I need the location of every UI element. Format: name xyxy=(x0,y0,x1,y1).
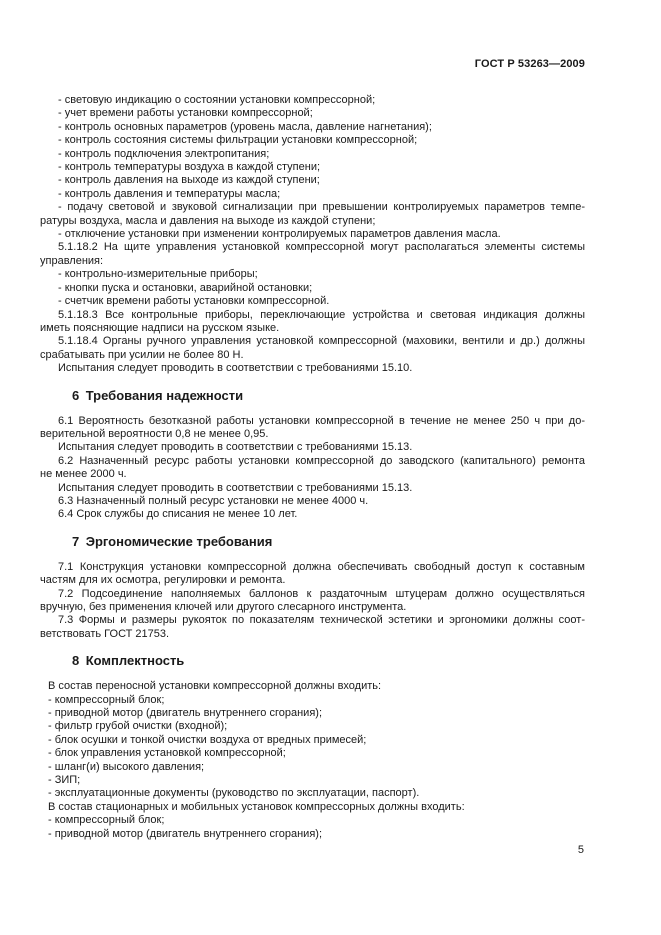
text-line: - ЗИП; xyxy=(48,774,81,787)
document-body xyxy=(40,94,585,841)
text-line: Испытания следует проводить в соответствии с требованиями 15.13. xyxy=(58,481,413,494)
text-line: - шланг(и) высокого давления; xyxy=(48,760,205,773)
list-item xyxy=(40,268,585,281)
text-line: - фильтр грубой очистки (входной); xyxy=(48,720,228,733)
list-item xyxy=(40,188,585,201)
text-line: 6.3 Назначенный полный ресурс установки не менее 4000 ч. xyxy=(58,494,369,507)
list-item xyxy=(40,134,585,147)
list-item xyxy=(40,295,585,308)
text-line: 5.1.18.2 На щите управления установкой компрессорной могут располагаться элементы системы xyxy=(58,241,585,254)
text-line: Испытания следует проводить в соответствии с требованиями 15.10. xyxy=(58,362,413,375)
text-line: Испытания следует проводить в соответствии с требованиями 15.13. xyxy=(58,441,413,454)
list-intro xyxy=(40,680,585,693)
text-line: 7.3 Формы и размеры рукояток по показателям технической эстетики и эргономики должны соот- xyxy=(58,614,585,627)
text-line: ветствовать ГОСТ 21753. xyxy=(40,627,170,640)
paragraph xyxy=(40,561,585,588)
section-heading xyxy=(40,653,585,669)
text-line: 7.2 Подсоединение наполняемых баллонов к раздаточным штуцерам должно осуществляться xyxy=(58,587,585,600)
text-line: вручную, без применения ключей или другого слесарного инструмента. xyxy=(40,601,407,613)
paragraph xyxy=(40,309,585,336)
text-line: - эксплуатационные документы (руководство по эксплуатации, паспорт). xyxy=(48,787,420,800)
list-item xyxy=(40,774,585,787)
text-line: 8 Комплектность xyxy=(72,653,185,669)
text-line: - контроль подключения электропитания; xyxy=(58,147,270,160)
text-line: В состав стационарных и мобильных установок компрессорных должны входить: xyxy=(48,800,465,813)
text-line: - блок осушки и тонкой очистки воздуха от вредных примесей; xyxy=(48,733,367,746)
page-number: 5 xyxy=(577,844,584,856)
text-line: - отключение установки при изменении контролируемых параметров давления масла. xyxy=(58,228,501,241)
paragraph xyxy=(40,415,585,442)
list-item xyxy=(40,761,585,774)
paragraph xyxy=(40,241,585,268)
text-line: 6.2 Назначенный ресурс работы установки компрессорной до заводского (капитального) ремонта xyxy=(58,454,585,467)
text-line: 5.1.18.4 Органы ручного управления установкой компрессорной (маховики, вентили и др.) должны xyxy=(58,335,585,348)
text-line: не менее 2000 ч. xyxy=(40,468,127,481)
text-line: 6.1 Вероятность безотказной работы установки компрессорной в течение не менее 250 ч при до- xyxy=(58,414,585,427)
paragraph xyxy=(40,335,585,362)
paragraph xyxy=(40,455,585,482)
list-item xyxy=(40,734,585,747)
text-line: 7.1 Конструкция установки компрессорной должна обеспечивать свободный доступ к составным xyxy=(58,560,585,573)
paragraph xyxy=(40,362,585,375)
list-item xyxy=(40,828,585,841)
document-header-standard-number: ГОСТ Р 53263—2009 xyxy=(474,58,585,70)
text-line: - контроль состояния системы фильтрации установки компрессорной; xyxy=(58,134,418,147)
text-line: иметь поясняющие надписи на русском языке. xyxy=(40,321,280,334)
list-item xyxy=(40,201,585,228)
section-heading xyxy=(40,388,585,404)
list-intro xyxy=(40,801,585,814)
text-line: - световую индикацию о состоянии установки компрессорной; xyxy=(58,94,376,106)
list-item xyxy=(40,148,585,161)
text-line: - блок управления установкой компрессорной; xyxy=(48,747,286,760)
text-line: - счетчик времени работы установки компрессорной. xyxy=(58,295,330,308)
text-line: - контрольно-измерительные приборы; xyxy=(58,268,258,281)
paragraph xyxy=(40,495,585,508)
text-line: - контроль давления на выходе из каждой ступени; xyxy=(58,174,320,187)
list-item xyxy=(40,121,585,134)
paragraph xyxy=(40,588,585,615)
text-line: 6 Требования надежности xyxy=(72,387,244,403)
text-line: 6.4 Срок службы до списания не менее 10 лет. xyxy=(58,508,298,521)
text-line: срабатывать при усилии не более 80 Н. xyxy=(40,348,244,361)
paragraph xyxy=(40,482,585,495)
text-line: частям для их осмотра, регулировки и ремонта. xyxy=(40,574,286,587)
section-heading xyxy=(40,534,585,550)
text-line: - контроль температуры воздуха в каждой ступени; xyxy=(58,161,321,174)
text-line: - компрессорный блок; xyxy=(48,693,165,706)
text-line: - кнопки пуска и остановки, аварийной остановки; xyxy=(58,281,313,294)
list-item xyxy=(40,107,585,120)
text-line: - компрессорный блок; xyxy=(48,814,165,827)
text-line: - контроль давления и температуры масла; xyxy=(58,187,281,200)
text-line: В состав переносной установки компрессорной должны входить: xyxy=(48,680,382,693)
text-line: - подачу световой и звуковой сигнализации при превышении контролируемых параметров темпе- xyxy=(58,201,585,214)
text-line: - приводной мотор (двигатель внутреннего сгорания); xyxy=(48,827,323,840)
list-item xyxy=(40,174,585,187)
list-item xyxy=(40,720,585,733)
text-line: ратуры воздуха, масла и давления на выходе из каждой ступени; xyxy=(40,214,376,227)
list-item xyxy=(40,707,585,720)
list-item xyxy=(40,814,585,827)
list-item xyxy=(40,694,585,707)
list-item xyxy=(40,94,585,107)
text-line: управления: xyxy=(40,254,104,267)
paragraph xyxy=(40,441,585,454)
text-line: - приводной мотор (двигатель внутреннего сгорания); xyxy=(48,707,323,720)
paragraph xyxy=(40,614,585,641)
text-line: 5.1.18.3 Все контрольные приборы, переключающие устройства и световая индикация должны xyxy=(58,308,585,321)
paragraph xyxy=(40,508,585,521)
list-item xyxy=(40,282,585,295)
text-line: 7 Эргономические требования xyxy=(72,533,273,549)
list-item xyxy=(40,161,585,174)
text-line: - учет времени работы установки компрессорной; xyxy=(58,107,313,120)
list-item xyxy=(40,747,585,760)
text-line: верительной вероятности 0,8 не менее 0,95. xyxy=(40,427,269,440)
text-line: - контроль основных параметров (уровень масла, давление нагнетания); xyxy=(58,120,432,133)
list-item xyxy=(40,228,585,241)
list-item xyxy=(40,787,585,800)
